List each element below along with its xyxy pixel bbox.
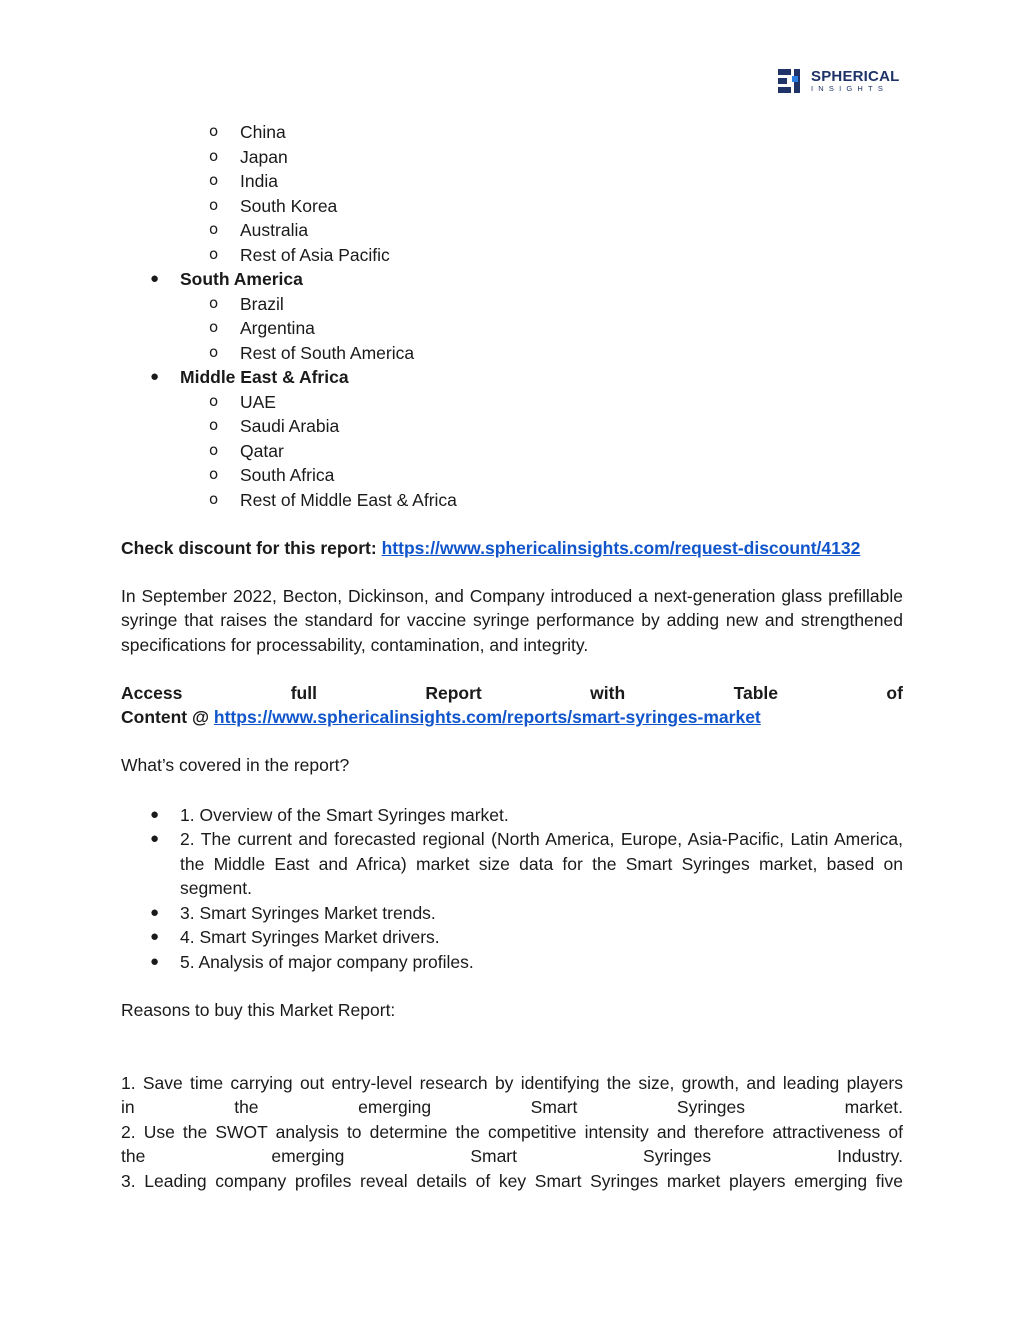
list-item: o South Korea [121,194,903,219]
reason-1-word: in [121,1097,135,1117]
region-south-america: ● South America [121,267,903,292]
circle-bullet-icon: o [209,146,219,165]
list-item: o Rest of South America [121,341,903,366]
list-item: o Rest of Middle East & Africa [121,488,903,513]
list-item: o South Africa [121,463,903,488]
discount-link[interactable]: https://www.sphericalinsights.com/request-discount/4132 [381,537,861,558]
document-body [121,120,903,1193]
circle-bullet-icon: o [209,318,219,336]
circle-bullet-icon: o [209,171,219,189]
asia-pacific-list [121,120,903,267]
reason-2-word: Smart [470,1146,518,1166]
list-item: o Japan [121,145,903,170]
reason-1-line-1: 1. Save time carrying out entry-level research by identifying the size, growth, and leading players [121,1072,903,1093]
circle-bullet-icon: o [209,391,219,410]
list-item: o Qatar [121,439,903,464]
discount-line [121,536,903,561]
bullet-icon: ● [150,830,160,847]
reason-2-word: Industry. [837,1146,903,1166]
bullet-icon: ● [150,270,160,287]
discount-label: Check discount for this report: [121,537,377,558]
reason-3-line-1: 3. Leading company profiles reveal details of key Smart Syringes market players emerging five [121,1170,903,1191]
list-item: ● 2. The current and forecasted regional (North America, Europe, Asia-Pacific, Latin America, the Middle East and Africa) market size data for the Smart Syringes market, based on segment. [150,829,903,898]
bullet-icon: ● [150,928,160,945]
bullet-icon: ● [150,903,160,921]
circle-bullet-icon: o [209,244,219,263]
reason-1-word: the [234,1097,259,1117]
reason-1-word: Smart [530,1097,578,1117]
covered-list [121,803,903,975]
reason-1-line-2 [121,1095,903,1120]
bullet-icon: ● [150,805,160,823]
list-item: o Rest of Asia Pacific [121,243,903,268]
list-item: ● 5. Analysis of major company profiles. [121,950,903,975]
circle-bullet-icon: o [209,489,219,508]
reason-2-line-1: 2. Use the SWOT analysis to determine the competitive intensity and therefore attractiveness of [121,1121,903,1142]
bullet-icon: ● [150,368,160,385]
bullet-icon: ● [150,952,160,970]
circle-bullet-icon: o [209,293,219,312]
reason-1-word: emerging [358,1097,432,1117]
access-label: Content @ [121,707,210,727]
covered-heading: What’s covered in the report? [121,755,350,775]
reason-2-word: emerging [271,1146,345,1166]
list-item: ● 4. Smart Syringes Market drivers. [121,925,903,950]
list-item: o China [121,120,903,145]
logo-mark-icon [778,67,806,95]
list-item: o Australia [121,218,903,243]
region-middle-east-africa: ● Middle East & Africa [121,365,903,390]
reason-1-word: market. [844,1097,903,1117]
list-item: o Saudi Arabia [121,414,903,439]
circle-bullet-icon: o [209,122,219,140]
circle-bullet-icon: o [209,465,219,483]
reasons-heading: Reasons to buy this Market Report: [121,999,396,1020]
circle-bullet-icon: o [209,342,219,361]
news-paragraph: In September 2022, Becton, Dickinson, and Company introduced a next-generation glass prefillable syringe that raises the standard for vaccine syringe performance by adding new and strengthened specifications for processability, contamination, and integrity. [121,585,903,655]
circle-bullet-icon: o [209,220,219,238]
list-item: o Argentina [121,316,903,341]
circle-bullet-icon: o [209,195,219,214]
spherical-insights-logo [778,66,900,96]
list-item: ● 3. Smart Syringes Market trends. [121,901,903,926]
logo-subtitle: INSIGHTS [811,84,889,94]
reason-1-word: Syringes [676,1097,746,1117]
reason-2-word: the [121,1146,146,1166]
list-item: ● 1. Overview of the Smart Syringes market. [121,803,903,828]
reason-2-word: Syringes [643,1146,712,1166]
list-item: o India [121,169,903,194]
reason-2-line-2 [121,1144,903,1169]
access-line-1: Access full Report with Table of [121,682,903,703]
logo-title: SPHERICAL [811,68,900,86]
report-link[interactable]: https://www.sphericalinsights.com/reports/smart-syringes-market [213,707,761,727]
circle-bullet-icon: o [209,440,219,459]
list-item: o UAE [121,390,903,415]
access-line-2 [121,705,903,730]
list-item: o Brazil [121,292,903,317]
circle-bullet-icon: o [209,416,219,434]
